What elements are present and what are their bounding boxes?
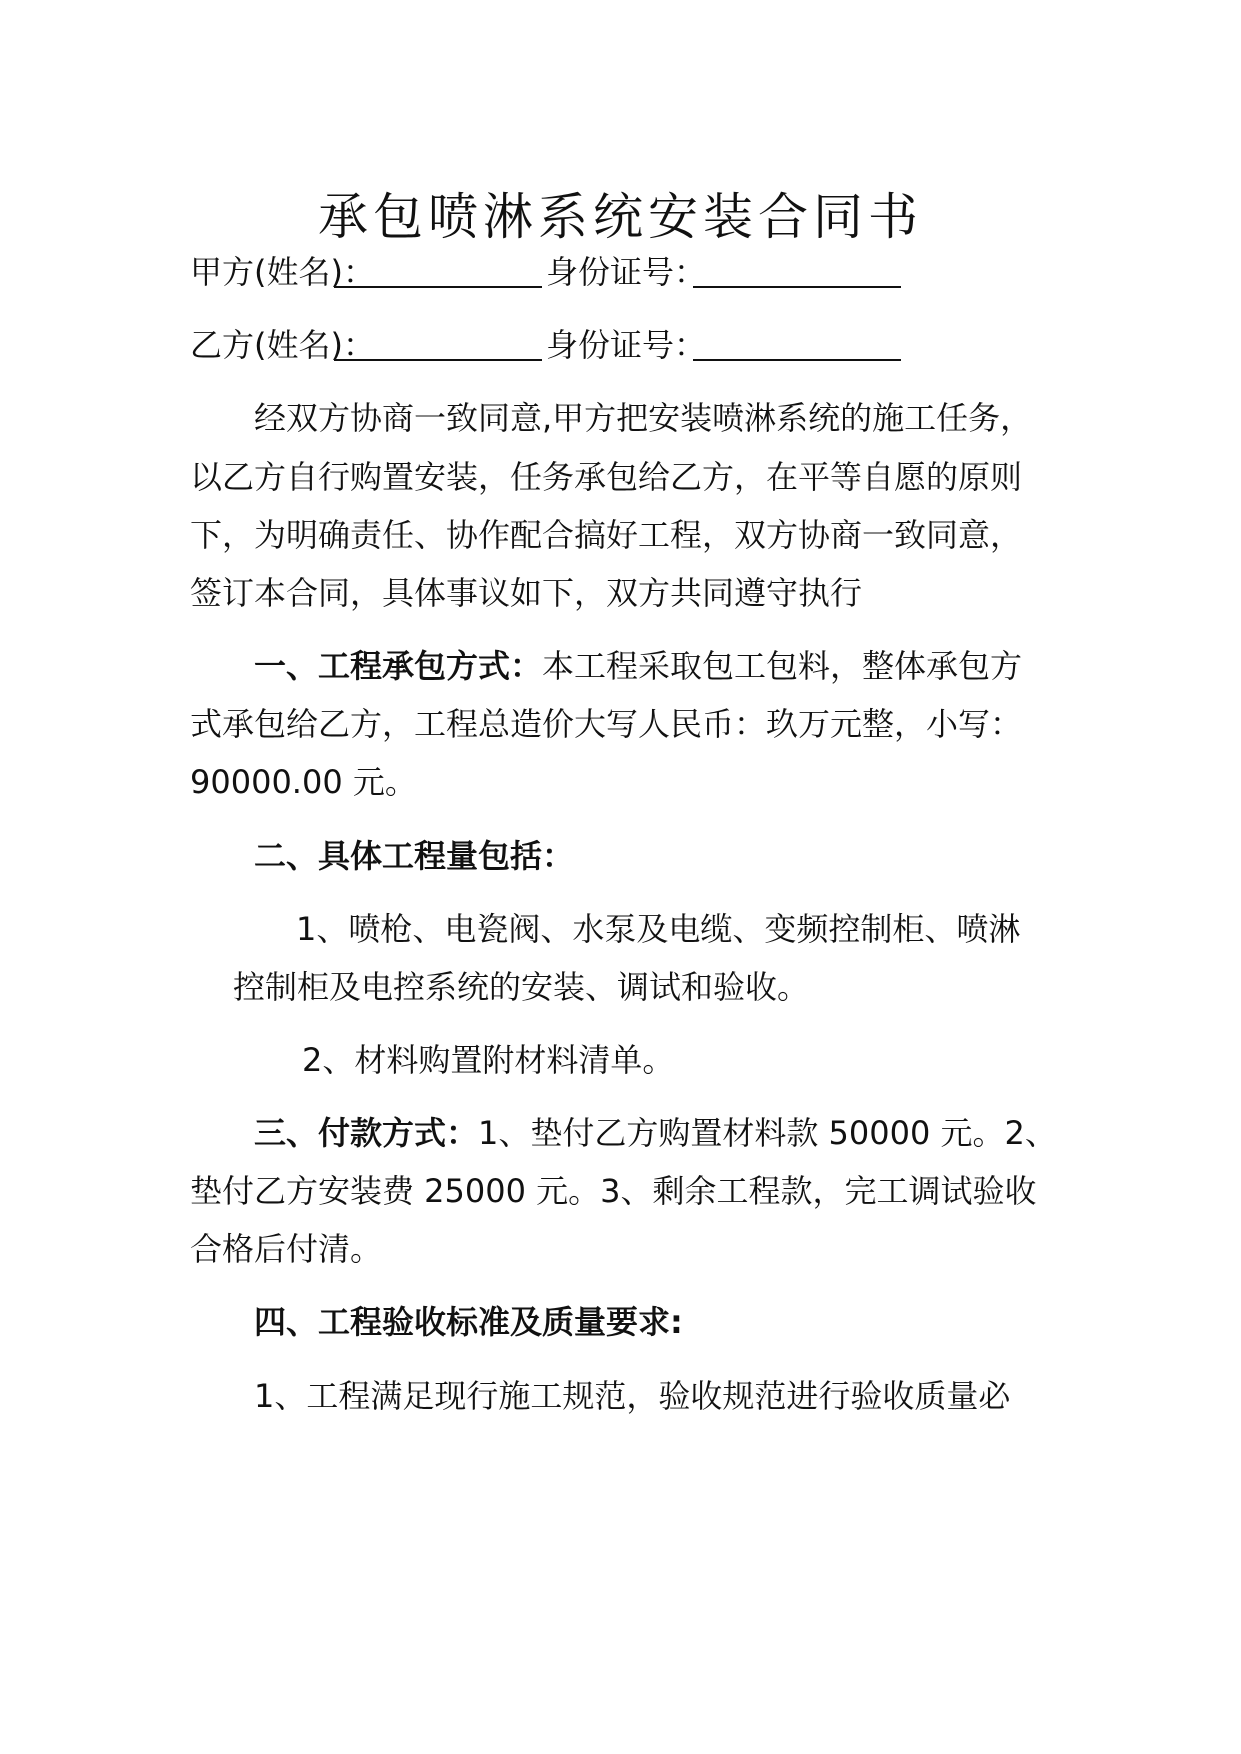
intro-line-3: 下，为明确责任、协作配合搞好工程，双方协商一致同意， [190,516,1023,554]
intro-line-2: 以乙方自行购置安装，任务承包给乙方，在平等自愿的原则 [190,458,1023,496]
section2-item2: 2、材料购置附材料清单。 [302,1041,675,1079]
intro-line-4: 签订本合同，具体事议如下，双方共同遵守执行 [190,574,863,612]
section1-heading: 一、工程承包方式： [254,647,543,685]
section1-text-1: 本工程采取包工包料，整体承包方 [542,647,1023,685]
party-a-id-label: 身份证号： [546,253,707,291]
party-a-name-blank[interactable] [334,286,542,288]
party-a-row [190,250,1090,294]
section1-line-3: 90000.00 元。 [190,763,417,801]
party-b-name-label: 乙方(姓名)： [190,326,375,364]
party-b-row [190,323,1090,367]
party-a-name-label: 甲方(姓名)： [190,253,375,291]
section4-heading: 四、工程验收标准及质量要求: [254,1303,683,1341]
section3-line-1 [254,1111,1057,1155]
party-a-id-blank[interactable] [693,286,901,288]
section3-text-1: 1、垫付乙方购置材料款 50000 元。2、 [478,1114,1057,1152]
section1-line-1 [254,644,1022,688]
section2-item1-line-1: 1、喷枪、电瓷阀、水泵及电缆、变频控制柜、喷淋 [296,910,1021,948]
section3-heading: 三、付款方式： [254,1114,479,1152]
intro-line-1: 经双方协商一致同意,甲方把安装喷淋系统的施工任务， [254,399,1033,437]
section2-item1-line-2: 控制柜及电控系统的安装、调试和验收。 [233,968,810,1006]
contract-title: 承包喷淋系统安装合同书 [318,188,923,246]
section3-line-3: 合格后付清。 [190,1230,383,1268]
section2-heading: 二、具体工程量包括： [254,837,575,875]
party-b-id-blank[interactable] [693,359,901,361]
section4-item1: 1、工程满足现行施工规范，验收规范进行验收质量必 [254,1377,1011,1415]
section1-line-2: 式承包给乙方，工程总造价大写人民币：玖万元整，小写： [190,705,1023,743]
party-b-name-blank[interactable] [334,359,542,361]
party-b-id-label: 身份证号： [546,326,707,364]
section3-line-2: 垫付乙方安装费 25000 元。3、剩余工程款，完工调试验收 [190,1172,1037,1210]
